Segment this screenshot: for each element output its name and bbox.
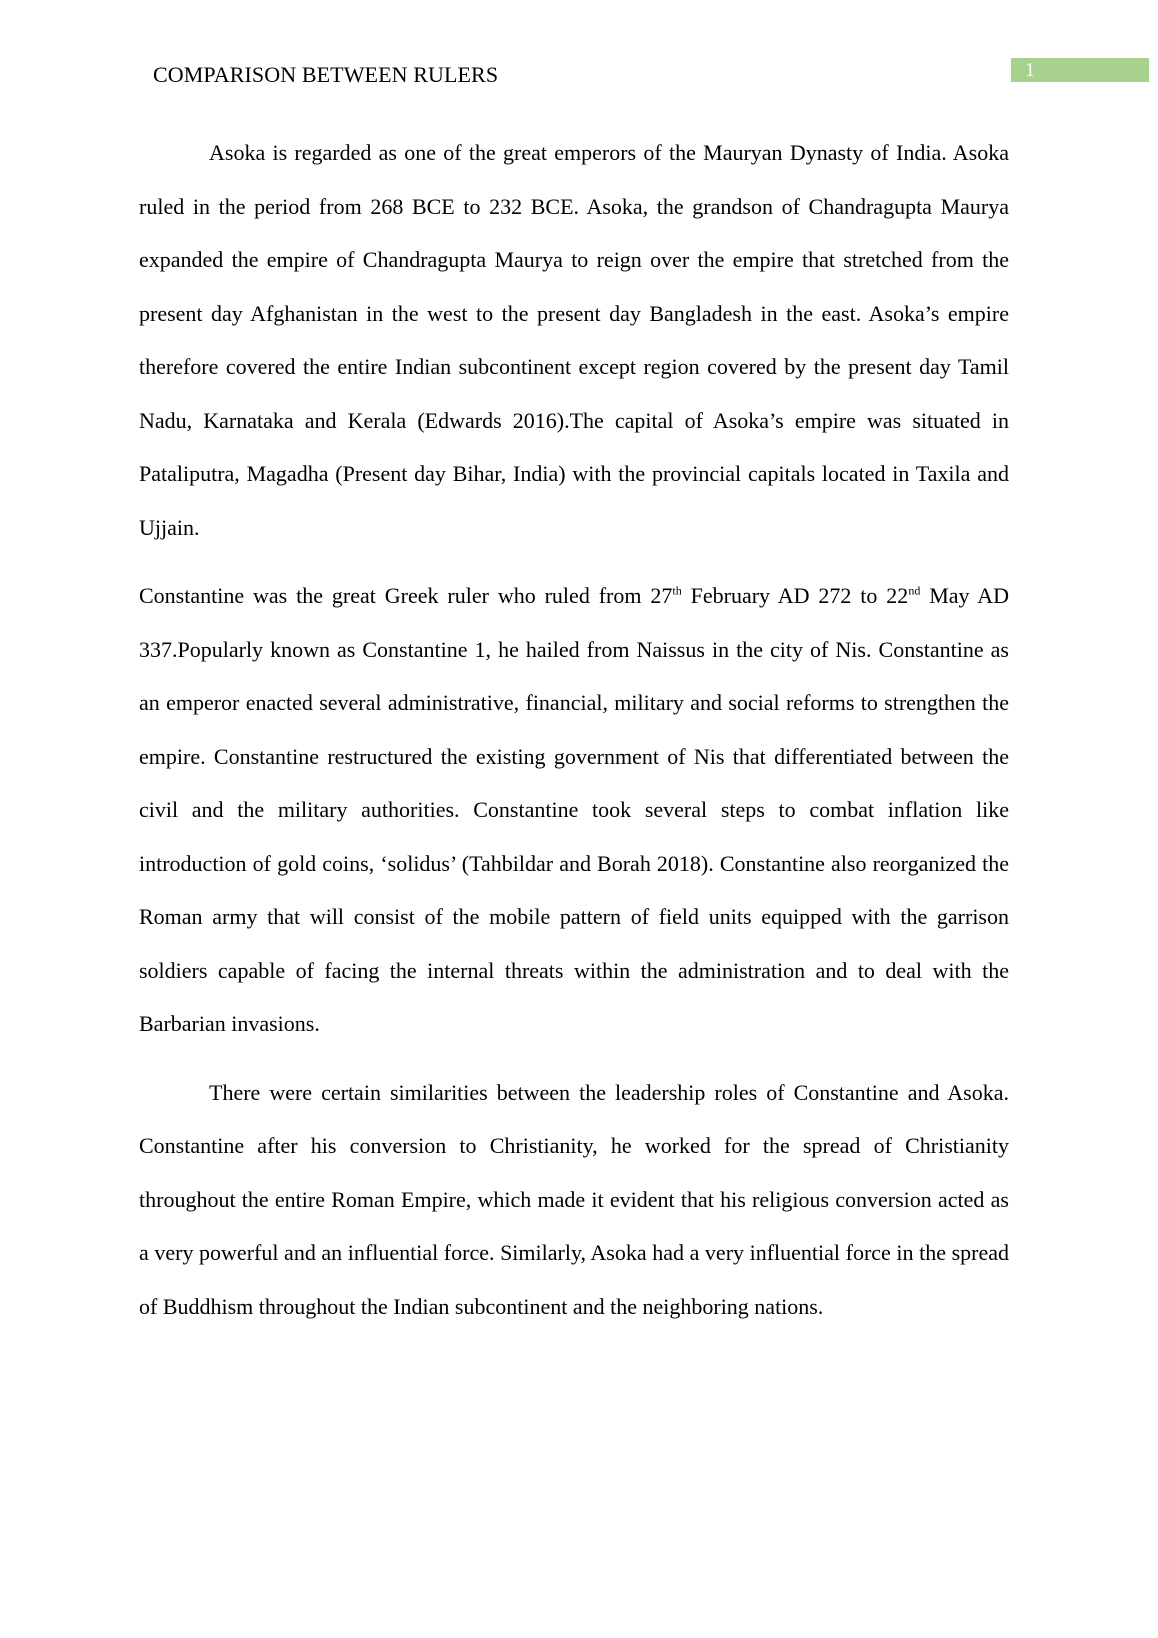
paragraph-constantine-text-3: May AD 337.Popularly known as Constantine 1, he hailed from Naissus in the city of Nis. Constantine as an emperor enacted several administrative, financial, military and social reforms to strengthen the empire. Constantine restructured the existing government of Nis that differentiated between the civil and the military authorities. Constantine took several steps to combat inflation like introduction of gold coins, ‘solidus’ (Tahbildar and Borah 2018). Constantine also reorganized the Roman army that will consist of the mobile pattern of field units equipped with the garrison soldiers capable of facing the internal threats within the administration and to deal with the Barbarian invasions. bbox=[139, 583, 1009, 1036]
page-number-badge bbox=[1011, 58, 1149, 82]
running-header-title: COMPARISON BETWEEN RULERS bbox=[153, 62, 499, 87]
paragraph-asoka: Asoka is regarded as one of the great emperors of the Mauryan Dynasty of India. Asoka ruled in the period from 268 BCE to 232 BCE. Asoka, the grandson of Chandragupta Maurya expanded the empire of Chandragupta Maurya to reign over the empire that stretched from the present day Afghanistan in the west to the present day Bangladesh in the east. Asoka’s empire therefore covered the entire Indian subcontinent except region covered by the present day Tamil Nadu, Karnataka and Kerala (Edwards 2016).The capital of Asoka’s empire was situated in Pataliputra, Magadha (Present day Bihar, India) with the provincial capitals located in Taxila and Ujjain. bbox=[139, 140, 1009, 540]
paragraph-constantine bbox=[139, 569, 1009, 1051]
page-number: 1 bbox=[1025, 59, 1035, 81]
ordinal-suffix-nd: nd bbox=[908, 583, 921, 598]
document-body bbox=[139, 126, 1009, 1348]
ordinal-suffix-th: th bbox=[672, 583, 682, 598]
paragraph-constantine-text-1: Constantine was the great Greek ruler who ruled from 27 bbox=[139, 583, 673, 608]
paragraph-constantine-text-2: February AD 272 to 22 bbox=[681, 583, 909, 608]
paragraph-similarities: There were certain similarities between the leadership roles of Constantine and Asoka. Constantine after his conversion to Christianity, he worked for the spread of Christianity throughout the entire Roman Empire, which made it evident that his religious conversion acted as a very powerful and an influential force. Similarly, Asoka had a very influential force in the spread of Buddhism throughout the Indian subcontinent and the neighboring nations. bbox=[139, 1079, 1009, 1319]
